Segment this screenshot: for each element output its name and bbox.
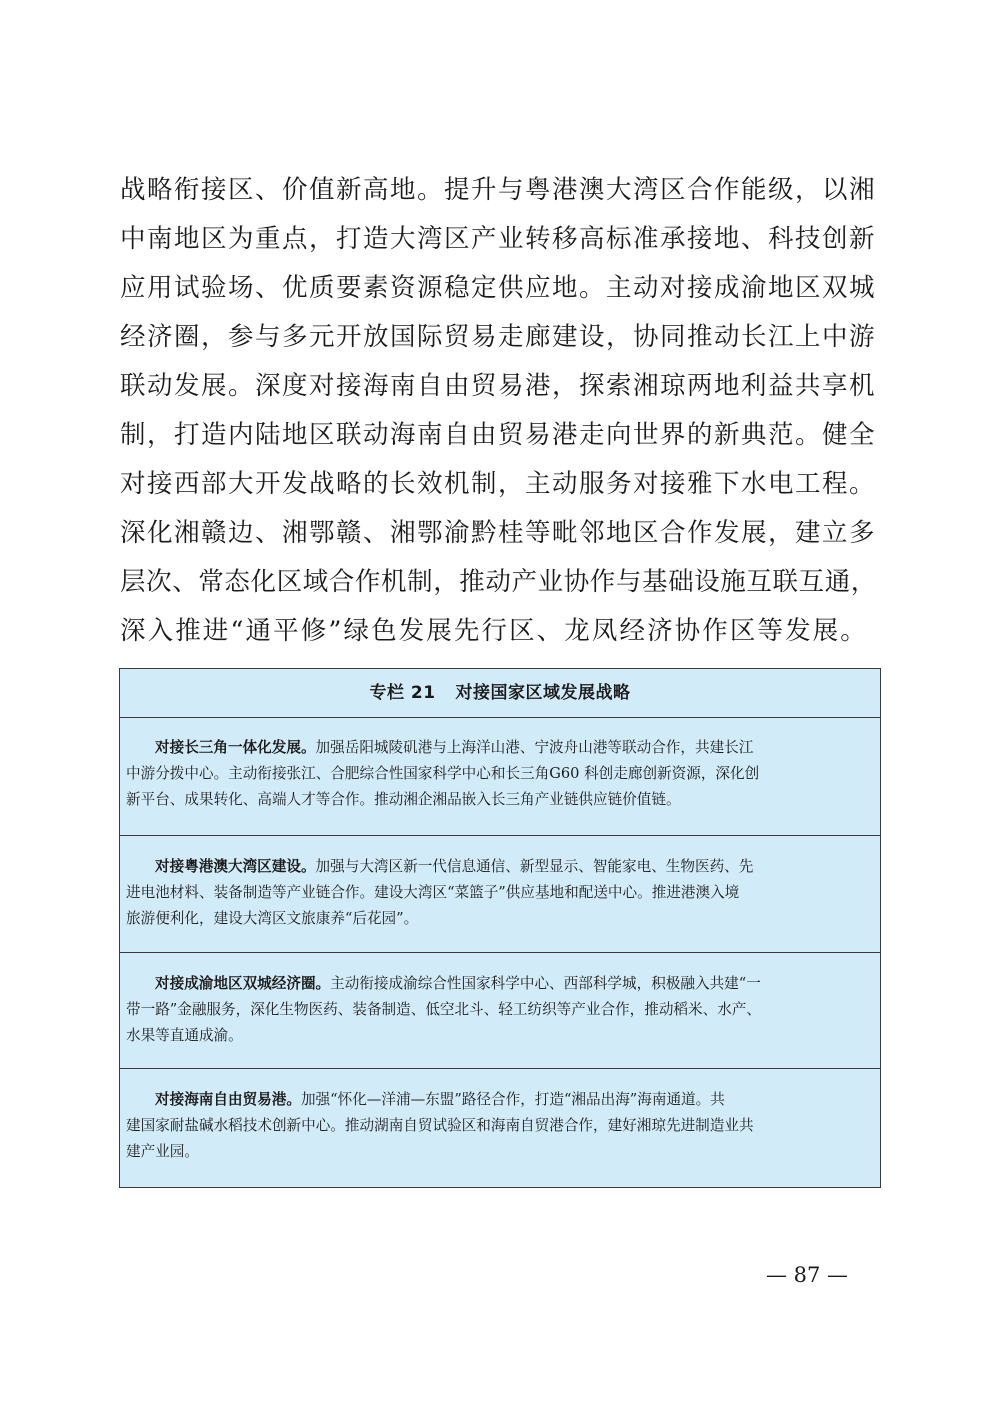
box-title-bar [120,669,880,718]
paragraph-line: 战略衔接区、价值新高地。提升与粤港澳大湾区合作能级，以湘 [120,175,877,205]
section-line: 新平台、成果转化、高端人才等合作。推动湘企湘品嵌入长三角产业链供应链价值链。 [126,791,681,808]
page-number: — 87 — [765,1263,849,1287]
box-section-yangtze-delta [120,717,880,836]
section-heading: 对接成渝地区双城经济圈。 [155,975,331,992]
box-section-chengdu-chongqing [120,953,880,1069]
section-text: 加强岳阳城陵矶港与上海洋山港、宁波舟山港等联动合作，共建长江 [315,739,754,756]
section-line: 建国家耐盐碱水稻技术创新中心。推动湖南自贸试验区和海南自贸港合作，建好湘琼先进制造业共 [126,1117,754,1134]
section-heading: 对接粤港澳大湾区建设。 [155,858,316,875]
box-section-hainan-ftp [120,1069,880,1187]
section-line [126,1087,874,1113]
section-line [126,854,874,880]
box-section-greater-bay-area [120,836,880,953]
paragraph-line: 中南地区为重点，打造大湾区产业转移高标准承接地、科技创新 [120,224,877,254]
section-heading: 对接长三角一体化发展。 [155,739,316,756]
paragraph-line: 制，打造内陆地区联动海南自由贸易港走向世界的新典范。健全 [120,420,877,450]
paragraph-line: 联动发展。深度对接海南自由贸易港，探索湘琼两地利益共享机 [120,371,877,401]
section-line: 带一路”金融服务，深化生物医药、装备制造、低空北斗、轻工纺织等产业合作，推动稻米、水产、 [126,1001,761,1018]
paragraph-line: 经济圈，参与多元开放国际贸易走廊建设，协同推动长江上中游 [120,322,877,352]
paragraph-line: 对接西部大开发战略的长效机制，主动服务对接雅下水电工程。 [120,469,877,499]
section-heading: 对接海南自由贸易港。 [155,1091,301,1108]
body-paragraph [120,166,882,656]
paragraph-line: 层次、常态化区域合作机制，推动产业协作与基础设施互联互通， [120,567,877,597]
section-text: 加强“怀化—洋浦—东盟”路径合作，打造“湘品出海”海南通道。共 [300,1091,725,1108]
paragraph-line: 深入推进“通平修”绿色发展先行区、龙凤经济协作区等发展。 [120,616,868,646]
section-line: 建产业园。 [126,1143,199,1160]
section-line [126,971,874,997]
section-line: 水果等直通成渝。 [126,1027,243,1044]
column-box [119,668,881,1188]
box-title: 对接国家区域发展战略 [455,683,631,703]
section-line [126,735,874,761]
section-text: 主动衔接成渝综合性国家科学中心、西部科学城，积极融入共建“一 [330,975,761,992]
section-line: 中游分拨中心。主动衔接张江、合肥综合性国家科学中心和长三角G60 科创走廊创新资源，深化创 [126,765,760,782]
paragraph-line: 应用试验场、优质要素资源稳定供应地。主动对接成渝地区双城 [120,273,877,303]
paragraph-line: 深化湘赣边、湘鄂赣、湘鄂渝黔桂等毗邻地区合作发展，建立多 [120,518,877,548]
section-line: 旅游便利化，建设大湾区文旅康养“后花园”。 [126,910,419,927]
section-text: 加强与大湾区新一代信息通信、新型显示、智能家电、生物医药、先 [315,858,754,875]
section-line: 进电池材料、装备制造等产业链合作。建设大湾区“菜篮子”供应基地和配送中心。推进港澳入境 [126,884,740,901]
box-number: 专栏 21 [369,683,436,703]
